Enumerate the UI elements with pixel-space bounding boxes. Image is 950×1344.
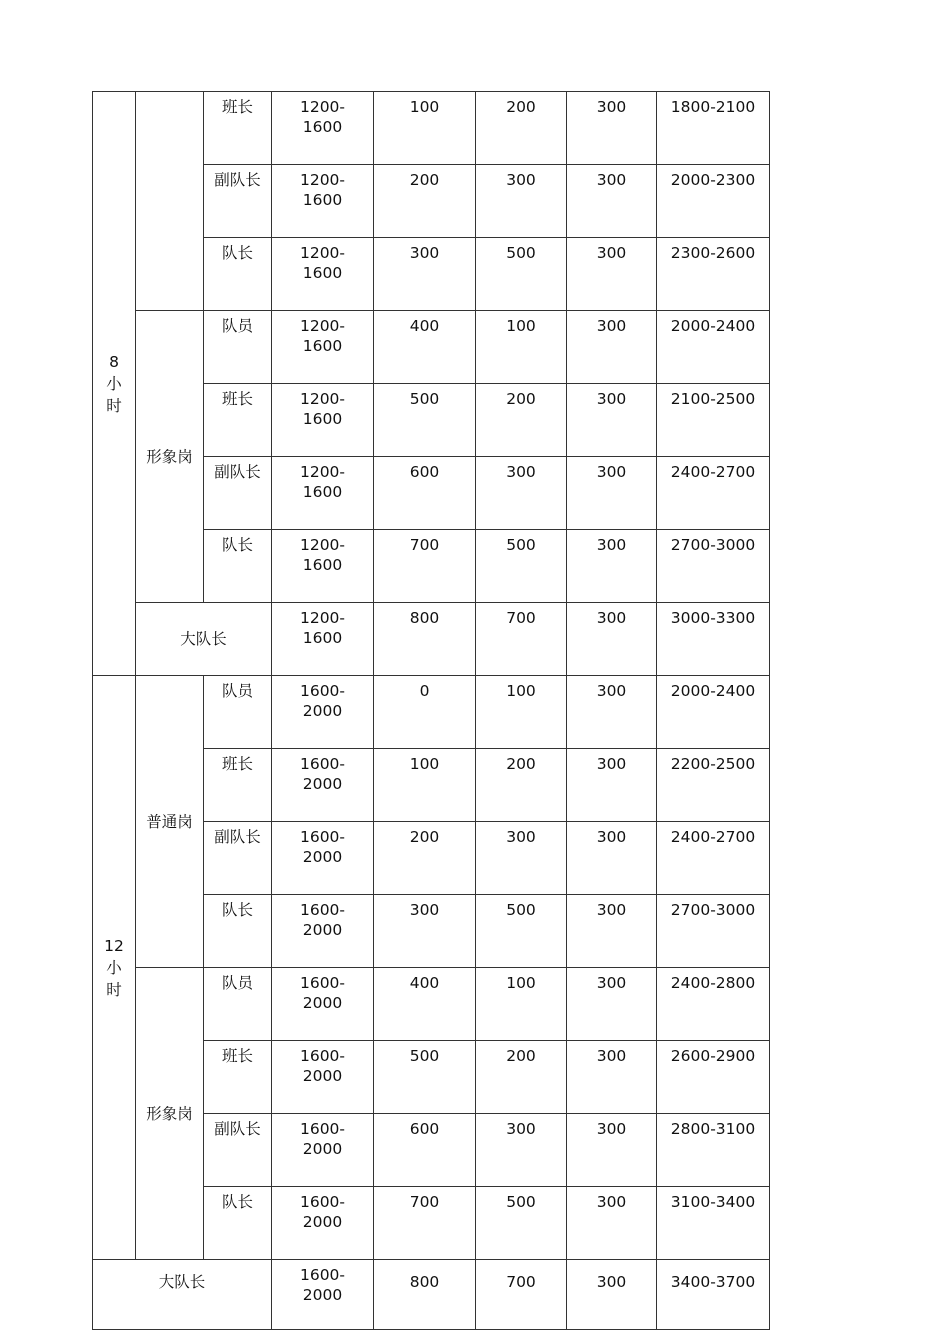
base-cell: [272, 92, 374, 165]
role-label: 班长: [221, 98, 253, 116]
shift-label: 8 小 时: [106, 352, 122, 415]
value-text: 800: [409, 1273, 440, 1291]
role-cell: [204, 968, 272, 1041]
value-text: 500: [506, 244, 536, 262]
base-value: 1600- 2000: [299, 755, 346, 793]
value-text: 100: [409, 755, 440, 773]
captain-role-cell: [93, 1260, 272, 1330]
value-cell: [476, 1114, 567, 1187]
value-cell: [374, 165, 476, 238]
value-text: 100: [506, 317, 536, 335]
total-cell: [657, 1187, 770, 1260]
base-cell: [272, 1114, 374, 1187]
total-value: 2400-2700: [670, 828, 756, 846]
post-group-cell: [136, 311, 204, 603]
role-label: 班长: [221, 1047, 253, 1065]
role-cell: [204, 895, 272, 968]
value-text: 300: [506, 1120, 536, 1138]
total-cell: [657, 1260, 770, 1330]
post-group-label: 形象岗: [146, 1104, 193, 1123]
value-cell: [476, 749, 567, 822]
total-value: 2000-2400: [670, 317, 756, 335]
total-cell: [657, 895, 770, 968]
value-cell: [476, 530, 567, 603]
role-label: 副队长: [214, 1120, 261, 1138]
value-text: 200: [506, 1047, 536, 1065]
value-cell: [476, 457, 567, 530]
post-group-cell: [136, 92, 204, 311]
value-text: 300: [596, 974, 627, 992]
base-value: 1600- 2000: [299, 1193, 346, 1231]
role-cell: [204, 384, 272, 457]
table-row: [93, 676, 770, 749]
value-text: 300: [506, 828, 536, 846]
role-cell: [204, 676, 272, 749]
value-text: 100: [506, 682, 536, 700]
value-text: 600: [409, 1120, 440, 1138]
total-value: 2800-3100: [670, 1120, 756, 1138]
value-cell: [476, 895, 567, 968]
value-text: 300: [596, 682, 627, 700]
base-value: 1200- 1600: [299, 98, 346, 136]
role-cell: [204, 530, 272, 603]
table-row: [93, 603, 770, 676]
value-text: 300: [596, 755, 627, 773]
role-label: 队员: [221, 974, 253, 992]
value-cell: [567, 895, 657, 968]
value-cell: [567, 749, 657, 822]
shift-cell-12h: [93, 676, 136, 1260]
total-value: 2200-2500: [670, 755, 756, 773]
role-label: 队长: [221, 1193, 253, 1211]
base-value: 1600- 2000: [299, 828, 346, 866]
captain-role-cell: [136, 603, 272, 676]
role-label: 副队长: [214, 171, 261, 189]
table-row: [93, 92, 770, 165]
base-cell: [272, 676, 374, 749]
value-text: 300: [596, 244, 627, 262]
total-value: 2100-2500: [670, 390, 756, 408]
role-cell: [204, 92, 272, 165]
value-cell: [374, 92, 476, 165]
total-cell: [657, 822, 770, 895]
role-cell: [204, 238, 272, 311]
base-value: 1600- 2000: [299, 682, 346, 720]
base-cell: [272, 530, 374, 603]
value-cell: [567, 968, 657, 1041]
base-value: 1200- 1600: [299, 390, 346, 428]
total-cell: [657, 968, 770, 1041]
total-cell: [657, 1041, 770, 1114]
role-label: 队员: [221, 682, 253, 700]
base-value: 1600- 2000: [299, 1047, 346, 1085]
total-value: 2700-3000: [670, 901, 756, 919]
role-cell: [204, 1041, 272, 1114]
role-label: 副队长: [214, 828, 261, 846]
value-text: 300: [596, 609, 627, 627]
value-text: 300: [596, 171, 627, 189]
value-cell: [374, 895, 476, 968]
value-cell: [374, 822, 476, 895]
role-label: 大队长: [180, 630, 227, 648]
value-text: 300: [596, 98, 627, 116]
value-text: 200: [409, 171, 440, 189]
value-cell: [567, 1187, 657, 1260]
base-cell: [272, 311, 374, 384]
base-value: 1600- 2000: [299, 1120, 346, 1158]
value-cell: [567, 1114, 657, 1187]
role-label: 副队长: [214, 463, 261, 481]
total-value: 2600-2900: [670, 1047, 756, 1065]
value-text: 500: [506, 901, 536, 919]
value-text: 700: [506, 609, 536, 627]
value-text: 300: [596, 1047, 627, 1065]
value-cell: [374, 676, 476, 749]
value-cell: [476, 238, 567, 311]
value-cell: [567, 603, 657, 676]
value-cell: [567, 822, 657, 895]
value-cell: [374, 530, 476, 603]
base-cell: [272, 968, 374, 1041]
total-cell: [657, 165, 770, 238]
base-cell: [272, 165, 374, 238]
value-cell: [567, 311, 657, 384]
value-text: 700: [506, 1273, 536, 1291]
value-cell: [567, 384, 657, 457]
total-value: 2400-2700: [670, 463, 756, 481]
value-text: 300: [596, 317, 627, 335]
post-group-label: 普通岗: [146, 812, 193, 831]
base-cell: [272, 1041, 374, 1114]
role-cell: [204, 749, 272, 822]
table-row: [93, 311, 770, 384]
post-group-label: 形象岗: [146, 447, 193, 466]
value-text: 500: [506, 536, 536, 554]
total-cell: [657, 1114, 770, 1187]
base-cell: [272, 1187, 374, 1260]
base-value: 1600- 2000: [299, 974, 346, 1012]
shift-label: 12 小 时: [104, 936, 124, 999]
value-cell: [476, 165, 567, 238]
base-value: 1200- 1600: [299, 463, 346, 501]
value-cell: [374, 1260, 476, 1330]
value-text: 200: [506, 390, 536, 408]
role-label: 队长: [221, 244, 253, 262]
base-cell: [272, 749, 374, 822]
base-cell: [272, 822, 374, 895]
value-cell: [476, 1260, 567, 1330]
base-value: 1200- 1600: [299, 244, 346, 282]
total-cell: [657, 676, 770, 749]
total-value: 3000-3300: [670, 609, 756, 627]
value-cell: [374, 457, 476, 530]
total-cell: [657, 457, 770, 530]
value-cell: [567, 92, 657, 165]
total-cell: [657, 311, 770, 384]
value-cell: [374, 384, 476, 457]
total-cell: [657, 384, 770, 457]
value-cell: [567, 165, 657, 238]
base-cell: [272, 384, 374, 457]
value-text: 300: [596, 901, 627, 919]
role-label: 班长: [221, 755, 253, 773]
role-label: 班长: [221, 390, 253, 408]
value-cell: [567, 1041, 657, 1114]
base-cell: [272, 238, 374, 311]
value-text: 500: [506, 1193, 536, 1211]
role-cell: [204, 1114, 272, 1187]
total-value: 2400-2800: [670, 974, 756, 992]
value-text: 300: [596, 463, 627, 481]
value-text: 200: [409, 828, 440, 846]
table-row: [93, 968, 770, 1041]
value-text: 200: [506, 98, 536, 116]
salary-table: [92, 91, 770, 1330]
value-text: 100: [409, 98, 440, 116]
total-cell: [657, 603, 770, 676]
value-cell: [567, 238, 657, 311]
value-text: 700: [409, 536, 440, 554]
value-text: 300: [596, 1273, 627, 1291]
total-value: 2000-2300: [670, 171, 756, 189]
value-text: 300: [409, 244, 440, 262]
base-cell: [272, 457, 374, 530]
value-cell: [476, 1187, 567, 1260]
base-value: 1200- 1600: [299, 609, 346, 647]
value-cell: [476, 676, 567, 749]
value-cell: [476, 92, 567, 165]
role-cell: [204, 311, 272, 384]
value-text: 600: [409, 463, 440, 481]
value-cell: [374, 1114, 476, 1187]
value-cell: [374, 311, 476, 384]
value-cell: [374, 1041, 476, 1114]
base-cell: [272, 603, 374, 676]
value-cell: [567, 1260, 657, 1330]
value-cell: [476, 384, 567, 457]
role-cell: [204, 1187, 272, 1260]
value-text: 300: [596, 390, 627, 408]
total-cell: [657, 238, 770, 311]
value-text: 200: [506, 755, 536, 773]
total-cell: [657, 92, 770, 165]
role-cell: [204, 822, 272, 895]
value-text: 300: [506, 463, 536, 481]
value-cell: [476, 822, 567, 895]
role-cell: [204, 165, 272, 238]
post-group-cell: [136, 676, 204, 968]
value-cell: [374, 1187, 476, 1260]
base-value: 1600- 2000: [299, 1266, 346, 1304]
value-text: 500: [409, 390, 440, 408]
role-label: 大队长: [158, 1273, 206, 1291]
value-cell: [374, 968, 476, 1041]
total-value: 3100-3400: [670, 1193, 756, 1211]
value-cell: [567, 530, 657, 603]
role-label: 队员: [221, 317, 253, 335]
value-text: 400: [409, 974, 440, 992]
value-cell: [374, 749, 476, 822]
value-cell: [476, 603, 567, 676]
value-cell: [476, 968, 567, 1041]
value-text: 300: [409, 901, 440, 919]
base-value: 1200- 1600: [299, 536, 346, 574]
role-label: 队长: [221, 536, 253, 554]
value-text: 300: [506, 171, 536, 189]
value-cell: [567, 676, 657, 749]
role-cell: [204, 457, 272, 530]
value-text: 0: [419, 682, 430, 700]
value-text: 100: [506, 974, 536, 992]
value-text: 700: [409, 1193, 440, 1211]
base-cell: [272, 1260, 374, 1330]
value-text: 500: [409, 1047, 440, 1065]
post-group-cell: [136, 968, 204, 1260]
value-cell: [374, 238, 476, 311]
value-text: 400: [409, 317, 440, 335]
role-label: 队长: [221, 901, 253, 919]
total-value: 2000-2400: [670, 682, 756, 700]
base-value: 1600- 2000: [299, 901, 346, 939]
total-cell: [657, 530, 770, 603]
table-row: [93, 1260, 770, 1330]
total-value: 2700-3000: [670, 536, 756, 554]
total-value: 1800-2100: [670, 98, 756, 116]
total-value: 2300-2600: [670, 244, 756, 262]
total-value: 3400-3700: [670, 1273, 756, 1291]
shift-cell-8h: [93, 92, 136, 676]
value-cell: [476, 311, 567, 384]
base-cell: [272, 895, 374, 968]
value-text: 800: [409, 609, 440, 627]
value-text: 300: [596, 536, 627, 554]
value-text: 300: [596, 1193, 627, 1211]
value-cell: [476, 1041, 567, 1114]
value-cell: [374, 603, 476, 676]
value-cell: [567, 457, 657, 530]
value-text: 300: [596, 1120, 627, 1138]
base-value: 1200- 1600: [299, 317, 346, 355]
value-text: 300: [596, 828, 627, 846]
base-value: 1200- 1600: [299, 171, 346, 209]
total-cell: [657, 749, 770, 822]
